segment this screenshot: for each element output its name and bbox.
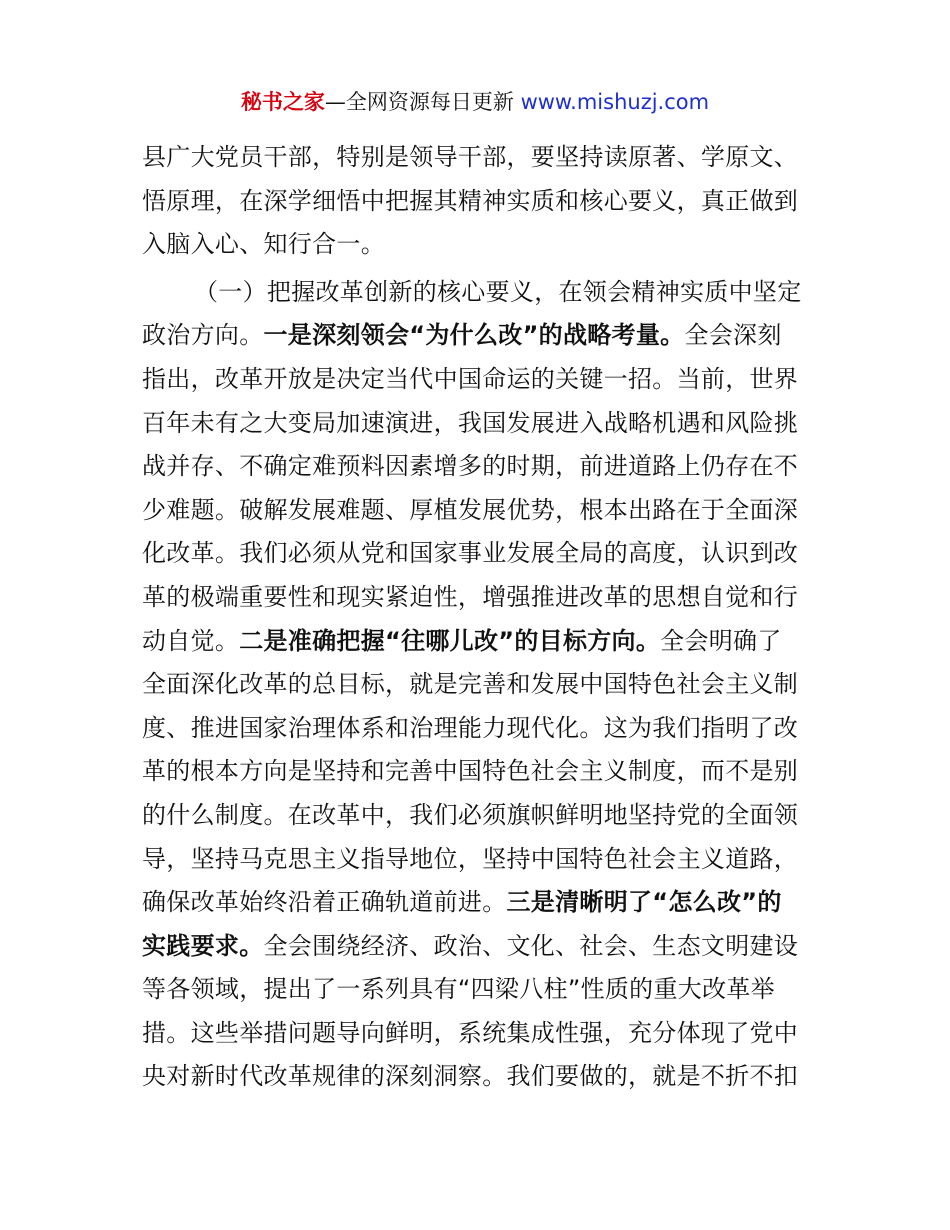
line-segment: 革的根本方向是坚持和完善中国特色社会主义制度，而不是别	[142, 757, 799, 786]
text-line	[142, 707, 812, 751]
line-segment: 度、推进国家治理体系和治理能力现代化。这为我们指明了改	[142, 713, 799, 742]
line-segment: 动自觉。	[142, 626, 240, 655]
body-text	[142, 136, 812, 1099]
text-line	[142, 794, 812, 838]
header-url-link[interactable]: www.mishuzj.com	[520, 90, 710, 114]
text-line	[142, 838, 812, 882]
line-segment: 全会围绕经济、政治、文化、社会、生态文明建设	[263, 931, 799, 960]
line-segment: 全会明确了	[660, 626, 782, 655]
line-segment: 革的极端重要性和现实紧迫性，增强推进改革的思想自觉和行	[142, 582, 799, 611]
text-line	[142, 180, 812, 224]
text-line	[142, 358, 812, 402]
text-line	[142, 136, 812, 180]
header-brand: 秘书之家	[240, 90, 325, 114]
text-line	[142, 1012, 812, 1056]
text-line	[142, 925, 812, 969]
text-line	[142, 968, 812, 1012]
text-line	[142, 314, 812, 358]
line-segment: 化改革。我们必须从党和国家事业发展全局的高度，认识到改	[142, 539, 799, 568]
text-line	[142, 445, 812, 489]
line-segment: （一）把握改革创新的核心要义，在领会精神实质中坚定	[194, 277, 802, 306]
line-segment: 悟原理，在深学细悟中把握其精神实质和核心要义，真正做到	[142, 186, 799, 215]
bold-heading-segment: 二是准确把握“往哪儿改”的目标方向。	[239, 626, 661, 655]
text-line	[142, 532, 812, 576]
line-segment: 的什么制度。在改革中，我们必须旗帜鲜明地坚持党的全面领	[142, 800, 799, 829]
text-line	[142, 663, 812, 707]
text-line	[142, 881, 812, 925]
text-line	[142, 402, 812, 446]
bold-heading-segment: 一是深刻领会“为什么改”的战略考量。	[263, 321, 685, 350]
text-line	[142, 750, 812, 794]
line-segment: 全会深刻	[684, 321, 782, 350]
line-segment: 央对新时代改革规律的深刻洞察。我们要做的，就是不折不扣	[142, 1062, 799, 1091]
bold-heading-segment: 三是清晰明了“怎么改”的	[506, 888, 782, 917]
text-line	[142, 489, 812, 533]
line-segment: 政治方向。	[142, 321, 264, 350]
line-segment: 措。这些举措问题导向鲜明，系统集成性强，充分体现了党中	[142, 1018, 799, 1047]
page-header	[0, 86, 950, 118]
line-segment: 等各领域，提出了一系列具有“四梁八柱”性质的重大改革举	[142, 975, 775, 1004]
bold-heading-segment: 实践要求。	[142, 931, 264, 960]
text-line	[142, 576, 812, 620]
line-segment: 指出，改革开放是决定当代中国命运的关键一招。当前，世界	[142, 364, 799, 393]
line-segment: 入脑入心、知行合一。	[142, 230, 385, 259]
line-segment: 县广大党员干部，特别是领导干部，要坚持读原著、学原文、	[142, 143, 799, 171]
text-line	[142, 620, 812, 664]
line-segment: 战并存、不确定难预料因素增多的时期，前进道路上仍存在不	[142, 452, 799, 481]
line-segment: 全面深化改革的总目标，就是完善和发展中国特色社会主义制	[142, 670, 799, 699]
line-segment: 导，坚持马克思主义指导地位，坚持中国特色社会主义道路，	[142, 844, 799, 873]
header-tagline: —全网资源每日更新	[324, 90, 514, 114]
text-line	[142, 1055, 812, 1099]
text-line	[142, 223, 812, 267]
line-segment: 百年未有之大变局加速演进，我国发展进入战略机遇和风险挑	[142, 408, 799, 437]
line-segment: 少难题。破解发展难题、厚植发展优势，根本出路在于全面深	[142, 495, 799, 524]
line-segment: 确保改革始终沿着正确轨道前进。	[142, 888, 507, 917]
text-line-paragraph-start	[142, 271, 812, 315]
